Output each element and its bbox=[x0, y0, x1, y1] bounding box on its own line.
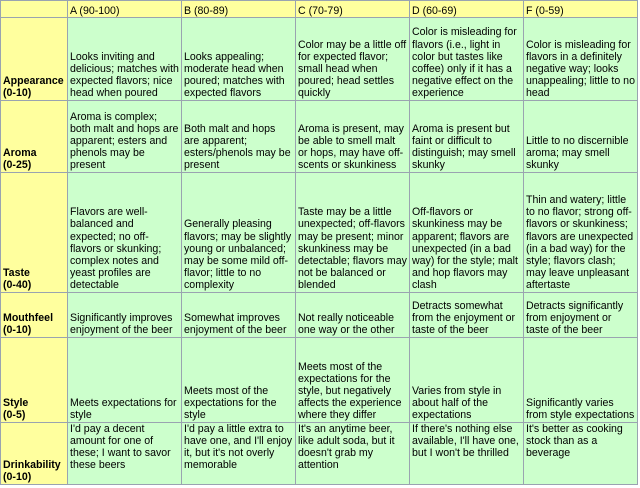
row-label-mouthfeel: Mouthfeel (0-10) bbox=[1, 293, 68, 338]
table-cell: Significantly improves enjoyment of the beer bbox=[68, 293, 182, 338]
table-cell: I'd pay a decent amount for one of these; I want to savor these beers bbox=[68, 423, 182, 485]
table-cell: Detracts significantly from enjoyment or taste of the beer bbox=[524, 293, 638, 338]
table-cell: It's an anytime beer, like adult soda, but it doesn't grab my attention bbox=[296, 423, 410, 485]
table-cell: Color may be a little off for expected flavor; small head when poured; head settles quickly bbox=[296, 18, 410, 101]
table-cell: I'd pay a little extra to have one, and I'll enjoy it, but it's not overly memorable bbox=[182, 423, 296, 485]
row-label-taste: Taste (0-40) bbox=[1, 173, 68, 293]
row-label-drinkability: Drinkability (0-10) bbox=[1, 423, 68, 485]
table-cell: Varies from style in about half of the expectations bbox=[410, 338, 524, 423]
table-cell: Not really noticeable one way or the other bbox=[296, 293, 410, 338]
table-cell: Meets most of the expectations for the style bbox=[182, 338, 296, 423]
table-cell: Meets most of the expectations for the style, but negatively affects the experience where they differ bbox=[296, 338, 410, 423]
table-cell: Off-flavors or skunkiness may be apparent; flavors are unexpected (in a bad way) for the style; malt and hop flavors may clash bbox=[410, 173, 524, 293]
table-row-appearance bbox=[1, 18, 638, 101]
table-cell: Taste may be a little unexpected; off-flavors may be present; minor skunkiness may be detectable; flavors may not be balanced or blended bbox=[296, 173, 410, 293]
header-cell-grade-d: D (60-69) bbox=[410, 1, 524, 18]
table-row-mouthfeel bbox=[1, 293, 638, 338]
table-cell: It's better as cooking stock than as a beverage bbox=[524, 423, 638, 485]
table-cell: Somewhat improves enjoyment of the beer bbox=[182, 293, 296, 338]
table-cell: Both malt and hops are apparent; esters/phenols may be present bbox=[182, 101, 296, 173]
table-row-taste bbox=[1, 173, 638, 293]
row-label-style: Style (0-5) bbox=[1, 338, 68, 423]
table-cell: Looks appealing; moderate head when poured; matches with expected flavors bbox=[182, 18, 296, 101]
table-cell: Color is misleading for flavors (i.e., light in color but tastes like coffee) only if it has a negative effect on the experience bbox=[410, 18, 524, 101]
table-cell: Little to no discernible aroma; may smell skunky bbox=[524, 101, 638, 173]
header-cell-grade-b: B (80-89) bbox=[182, 1, 296, 18]
table-cell: Meets expectations for style bbox=[68, 338, 182, 423]
table-cell: Thin and watery; little to no flavor; strong off-flavors or skunkiness; flavors are unexpected (in a bad way) for the style; flavors clash; may leave unpleasant aftertaste bbox=[524, 173, 638, 293]
table-row-drinkability bbox=[1, 423, 638, 485]
table-cell: Aroma is present, may be able to smell malt or hops, may have off-scents or skunkiness bbox=[296, 101, 410, 173]
table-cell: Detracts somewhat from the enjoyment or taste of the beer bbox=[410, 293, 524, 338]
header-row bbox=[1, 1, 638, 18]
header-cell-grade-a: A (90-100) bbox=[68, 1, 182, 18]
header-cell-grade-f: F (0-59) bbox=[524, 1, 638, 18]
header-cell-grade-c: C (70-79) bbox=[296, 1, 410, 18]
header-cell-corner bbox=[1, 1, 68, 18]
table-cell: Significantly varies from style expectations bbox=[524, 338, 638, 423]
row-label-aroma: Aroma (0-25) bbox=[1, 101, 68, 173]
table-cell: If there's nothing else available, I'll have one, but I won't be thrilled bbox=[410, 423, 524, 485]
table-cell: Flavors are well-balanced and expected; no off-flavors or skunking; complex notes and yeast profiles are detectable bbox=[68, 173, 182, 293]
table-row-style bbox=[1, 338, 638, 423]
row-label-appearance: Appearance (0-10) bbox=[1, 18, 68, 101]
table-cell: Color is misleading for flavors in a definitely negative way; looks unappealing; little to no head bbox=[524, 18, 638, 101]
table-row-aroma bbox=[1, 101, 638, 173]
table-cell: Aroma is complex; both malt and hops are apparent; esters and phenols may be present bbox=[68, 101, 182, 173]
table-cell: Aroma is present but faint or difficult to distinguish; may smell skunky bbox=[410, 101, 524, 173]
table-cell: Generally pleasing flavors; may be slightly young or unbalanced; may be some mild off-flavor; little to no complexity bbox=[182, 173, 296, 293]
table-cell: Looks inviting and delicious; matches with expected flavors; nice head when poured bbox=[68, 18, 182, 101]
